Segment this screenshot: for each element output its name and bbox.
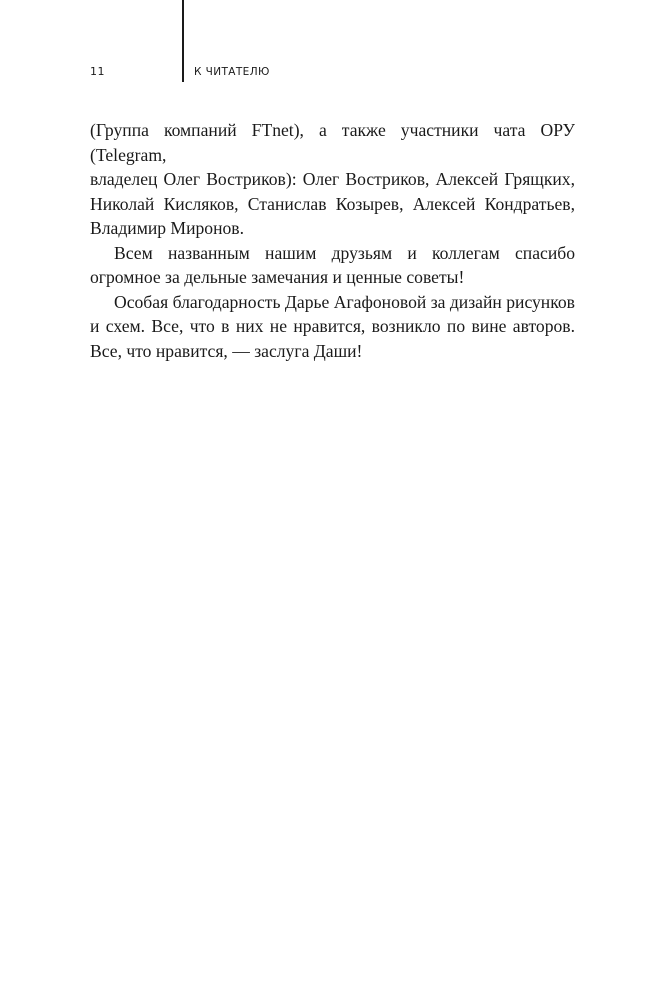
paragraph-1-line-2: владелец Олег Востриков): Олег Востриков, Алексей Грящких, [90,169,575,189]
header-vertical-rule [182,0,184,82]
running-title: К ЧИТАТЕЛЮ [194,66,270,78]
paragraph-1-line-3: Николай Кисляков, Станислав Козырев, Алексей Кондратьев, [90,193,575,214]
paragraph-2: Всем названным нашим друзьям и коллегам спасибо огромное за дельные замечания и ценные советы! [90,242,575,287]
paragraph-1-line-4: Владимир Миронов. [90,218,245,238]
paragraph-3: Особая благодарность Дарье Агафоновой за дизайн рисунков и схем. Все, что в них не нравится, возникло по вине авторов. Все, что нравится, — заслуга Даши! [90,291,575,361]
body-text [90,118,575,363]
paragraph-1-line-1: (Группа компаний FTnet), а также участники чата ОРУ (Telegram, [90,120,575,165]
page-number: 11 [90,65,105,78]
paragraph-1 [90,118,575,241]
